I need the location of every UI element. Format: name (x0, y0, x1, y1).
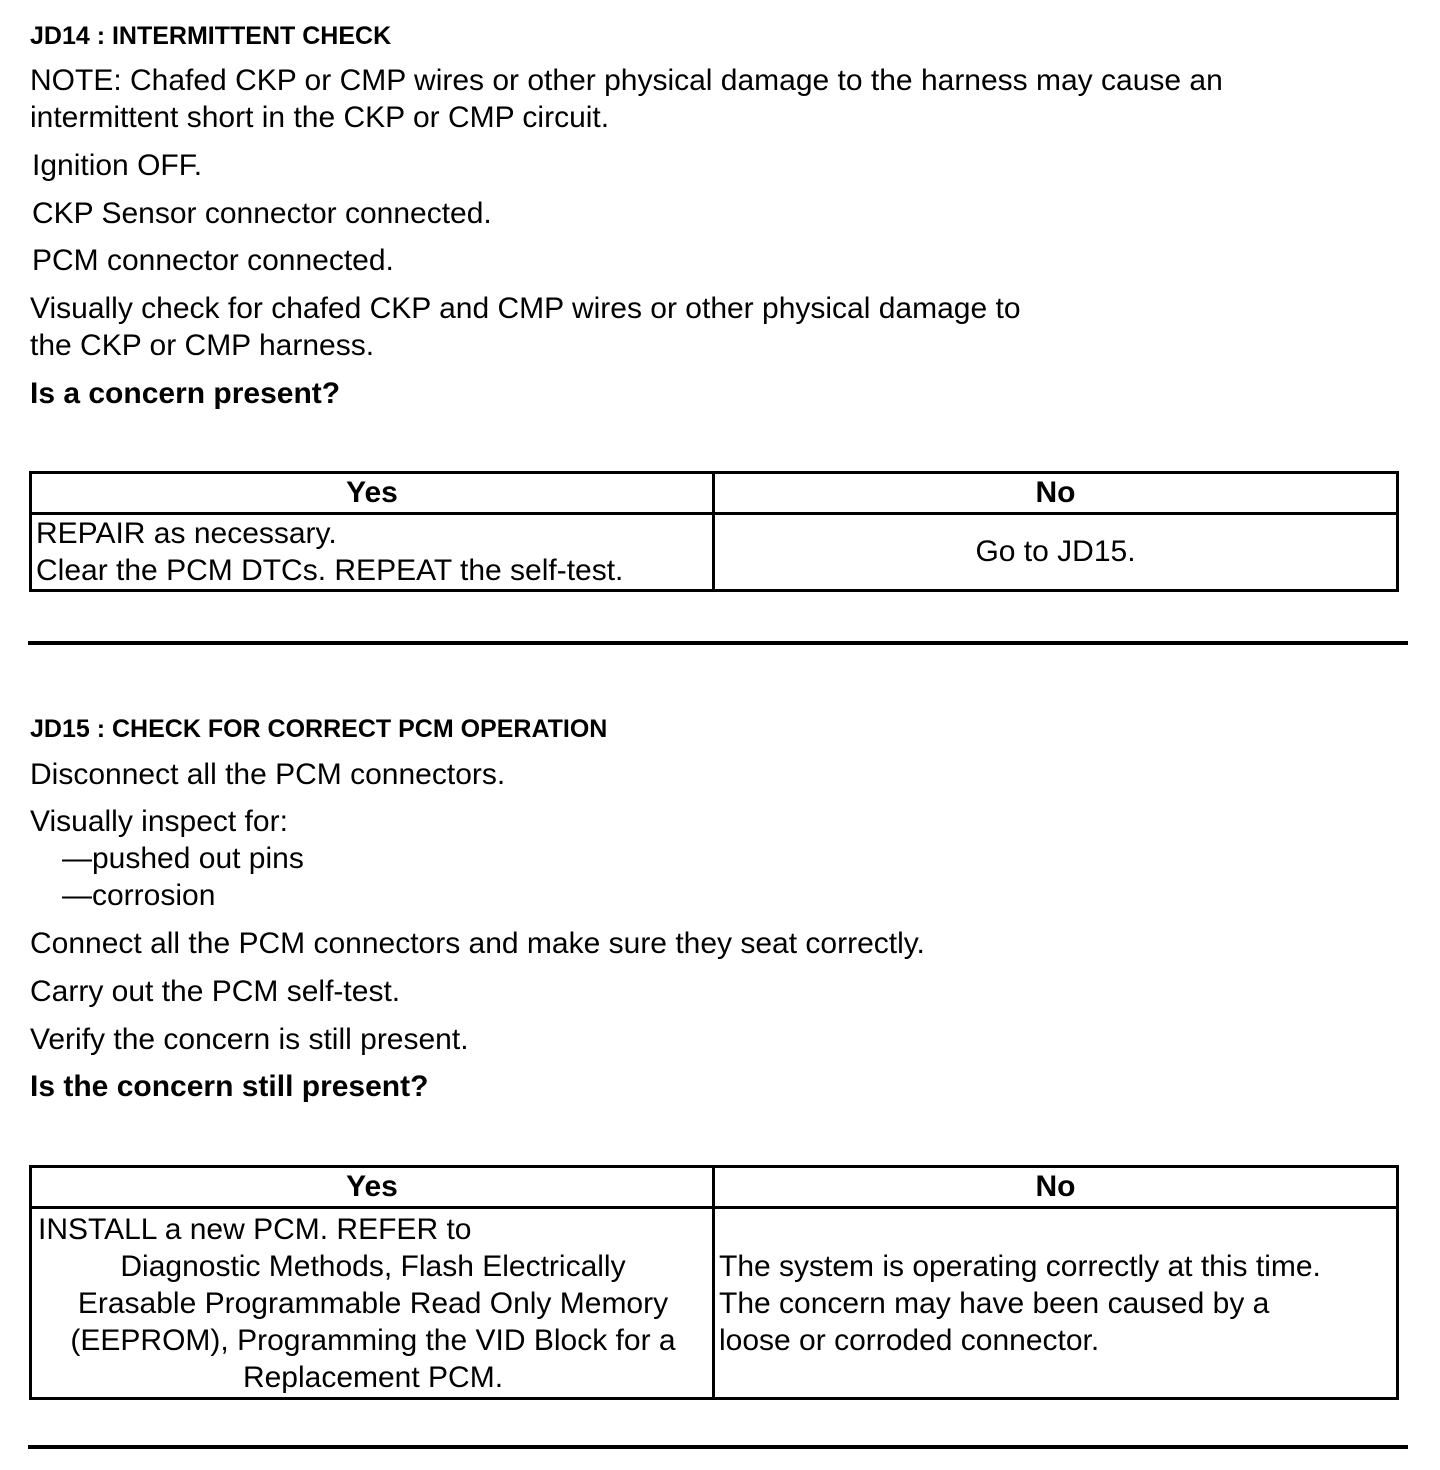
jd15-no-cell (714, 1208, 1398, 1399)
jd15-step-5: Verify the concern is still present. (30, 1023, 469, 1056)
jd15-no-header: No (714, 1167, 1398, 1208)
jd14-no-cell: Go to JD15. (714, 514, 1398, 591)
section-divider (28, 641, 1408, 645)
table-header-row (31, 1167, 1398, 1208)
section-divider (28, 1445, 1408, 1449)
jd14-note (30, 62, 1223, 136)
table-row (31, 514, 1398, 591)
jd15-yes-line3: Erasable Programmable Read Only Memory (77, 1286, 669, 1320)
table-row (31, 1208, 1398, 1399)
jd14-question: Is a concern present? (30, 377, 341, 410)
jd14-step-2: CKP Sensor connector connected. (32, 197, 492, 230)
jd14-step-4-line1: Visually check for chafed CKP and CMP wires or other physical damage to (30, 292, 1021, 325)
jd14-step-4-line2: the CKP or CMP harness. (30, 329, 375, 362)
jd15-yes-line1: INSTALL a new PCM. REFER to (38, 1212, 472, 1246)
jd14-note-line1: NOTE: Chafed CKP or CMP wires or other physical damage to the harness may cause an (30, 64, 1223, 97)
jd15-result-table (29, 1165, 1399, 1400)
jd15-step-2 (30, 803, 304, 914)
jd15-step-3: Connect all the PCM connectors and make sure they seat correctly. (30, 927, 925, 960)
jd14-step-1: Ignition OFF. (32, 149, 203, 182)
jd15-no-line1: The system is operating correctly at this time. (719, 1249, 1321, 1283)
jd15-step-1: Disconnect all the PCM connectors. (30, 758, 506, 791)
jd14-note-line2: intermittent short in the CKP or CMP circuit. (30, 101, 610, 134)
jd14-yes-line1: REPAIR as necessary. (36, 517, 337, 550)
jd15-no-line3: loose or corroded connector. (719, 1323, 1100, 1357)
jd15-step-2-sub1: —pushed out pins (62, 842, 304, 875)
jd15-yes-line4: (EEPROM), Programming the VID Block for a (70, 1323, 676, 1357)
jd15-no-line2: The concern may have been caused by a (719, 1286, 1270, 1320)
jd14-heading: JD14 : INTERMITTENT CHECK (30, 22, 392, 50)
jd15-step-4: Carry out the PCM self-test. (30, 975, 401, 1008)
jd14-result-table (29, 471, 1399, 592)
table-header-row (31, 473, 1398, 514)
jd14-step-3: PCM connector connected. (32, 244, 394, 277)
jd15-yes-cell (31, 1208, 714, 1399)
jd15-heading: JD15 : CHECK FOR CORRECT PCM OPERATION (30, 715, 608, 743)
jd14-yes-header: Yes (31, 473, 714, 514)
jd15-yes-line2: Diagnostic Methods, Flash Electrically (120, 1249, 626, 1283)
jd15-step-2-text: Visually inspect for: (30, 805, 288, 838)
jd14-yes-cell (31, 514, 714, 591)
jd15-step-2-sub2: —corrosion (62, 879, 216, 912)
jd14-no-header: No (714, 473, 1398, 514)
jd14-yes-line2: Clear the PCM DTCs. REPEAT the self-test. (36, 554, 624, 587)
jd15-question: Is the concern still present? (30, 1070, 429, 1103)
jd15-yes-line5: Replacement PCM. (242, 1360, 504, 1394)
jd15-yes-header: Yes (31, 1167, 714, 1208)
jd14-step-4 (30, 290, 1021, 364)
